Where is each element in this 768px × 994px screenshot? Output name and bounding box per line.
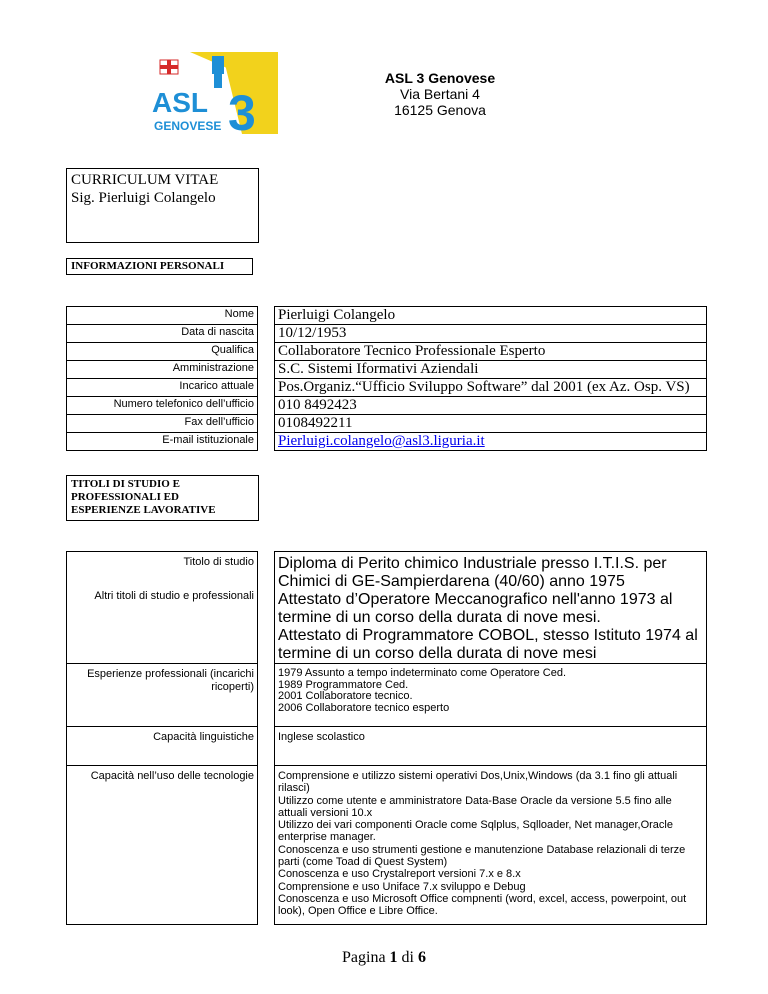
cv-title: CURRICULUM VITAE <box>71 172 219 188</box>
row-label: Nome <box>67 307 258 325</box>
titles-heading <box>66 475 259 521</box>
row-label: Esperienze professionali (incarichi ricoperti) <box>67 664 258 727</box>
page-total: 6 <box>418 949 426 966</box>
table-row <box>67 552 707 664</box>
table-row <box>67 727 707 766</box>
row-label: Capacità linguistiche <box>67 727 258 766</box>
table-row <box>67 361 707 379</box>
row-value: Pos.Organiz.“Ufficio Sviluppo Software” dal 2001 (ex Az. Osp. VS) <box>275 379 707 397</box>
list-item: 1989 Programmatore Ced. <box>278 678 409 691</box>
row-label: Capacità nell’uso delle tecnologie <box>67 766 258 925</box>
list-item: 1979 Assunto a tempo indeterminato come Operatore Ced. <box>278 667 567 679</box>
table-row <box>67 415 707 433</box>
table-row <box>67 343 707 361</box>
personal-info-table <box>66 306 707 451</box>
table-row <box>67 307 707 325</box>
asl3-genovese-logo <box>150 50 280 136</box>
list-item: Utilizzo dei vari componenti Oracle come Sqlplus, Sqlloader, Net manager,Oracle enterprise manager. <box>278 819 673 844</box>
other-titles-text: Attestato di Programmatore COBOL, stesso Istituto 1974 al termine di un corso della durata di nove mesi <box>278 627 698 662</box>
org-name: ASL 3 Genovese <box>384 70 496 86</box>
titles-heading-line: ESPERIENZE LAVORATIVE <box>71 504 216 516</box>
experience-list <box>275 664 707 727</box>
table-row <box>67 664 707 727</box>
row-value: Collaboratore Tecnico Professionale Esperto <box>275 343 707 361</box>
list-item: Utilizzo come utente e amministratore Data-Base Oracle da versione 5.5 fino alle attuali versioni 10.x <box>278 794 672 819</box>
list-item: Comprensione e utilizzo sistemi operativi Dos,Unix,Windows (da 3.1 fino gli attuali rilasci) <box>278 770 678 795</box>
list-item: Conoscenza e uso Crystalreport versioni 7.x e 8.x <box>278 868 521 881</box>
table-row <box>67 379 707 397</box>
cv-person-name: Sig. Pierluigi Colangelo <box>71 190 216 206</box>
footer-separator: di <box>401 949 414 966</box>
list-item: 2006 Collaboratore tecnico esperto <box>278 701 450 714</box>
cv-title-box <box>66 168 259 243</box>
svg-text:ASL: ASL <box>152 87 208 118</box>
row-label: Amministrazione <box>67 361 258 379</box>
row-label: E-mail istituzionale <box>67 433 258 451</box>
row-label: Qualifica <box>67 343 258 361</box>
page-number: 1 <box>389 949 398 966</box>
table-row <box>67 325 707 343</box>
other-titles-label: Altri titoli di studio e professionali <box>94 590 254 602</box>
row-label: Numero telefonico dell’ufficio <box>67 397 258 415</box>
row-label: Incarico attuale <box>67 379 258 397</box>
org-city: 16125 Genova <box>394 102 486 118</box>
other-titles-text: Attestato d’Operatore Meccanografico nell'anno 1973 al termine di un corso della durata di nove mesi. <box>278 591 673 626</box>
row-label: Data di nascita <box>67 325 258 343</box>
titles-heading-line: PROFESSIONALI ED <box>71 491 179 503</box>
study-text: Diploma di Perito chimico Industriale presso I.T.I.S. per Chimici di GE-Sampierdarena (40/60) anno 1975 <box>278 555 667 590</box>
row-value: 10/12/1953 <box>275 325 707 343</box>
email-link[interactable]: Pierluigi.colangelo@asl3.liguria.it <box>278 433 485 449</box>
row-label <box>67 552 258 664</box>
language-value: Inglese scolastico <box>275 727 707 766</box>
technology-list <box>275 766 707 925</box>
footer-prefix: Pagina <box>342 949 386 966</box>
study-label: Titolo di studio <box>183 556 254 568</box>
organization-header <box>340 70 540 118</box>
row-label: Fax dell’ufficio <box>67 415 258 433</box>
titles-heading-line: TITOLI DI STUDIO E <box>71 478 180 490</box>
org-street: Via Bertani 4 <box>400 86 480 102</box>
svg-text:GENOVESE: GENOVESE <box>154 119 222 133</box>
list-item: 2001 Collaboratore tecnico. <box>278 690 413 702</box>
table-row <box>67 397 707 415</box>
row-value: S.C. Sistemi Iformativi Aziendali <box>275 361 707 379</box>
row-value: Pierluigi Colangelo <box>275 307 707 325</box>
list-item: Conoscenza e uso Microsoft Office compnenti (word, excel, access, powerpoint, out look), Open Office e Libre Office. <box>278 892 687 918</box>
table-row <box>67 766 707 925</box>
row-value: 0108492211 <box>275 415 707 433</box>
table-row <box>67 433 707 451</box>
list-item: Comprensione e uso Uniface 7.x sviluppo e Debug <box>278 880 526 893</box>
list-item: Conoscenza e uso strumenti gestione e manutenzione Database relazionali di terze parti (come Toad di Quest System) <box>278 843 686 869</box>
personal-info-heading: INFORMAZIONI PERSONALI <box>66 258 253 275</box>
row-value: 010 8492423 <box>275 397 707 415</box>
page-footer <box>0 949 768 967</box>
svg-text:3: 3 <box>228 85 256 136</box>
titles-table <box>66 551 707 925</box>
